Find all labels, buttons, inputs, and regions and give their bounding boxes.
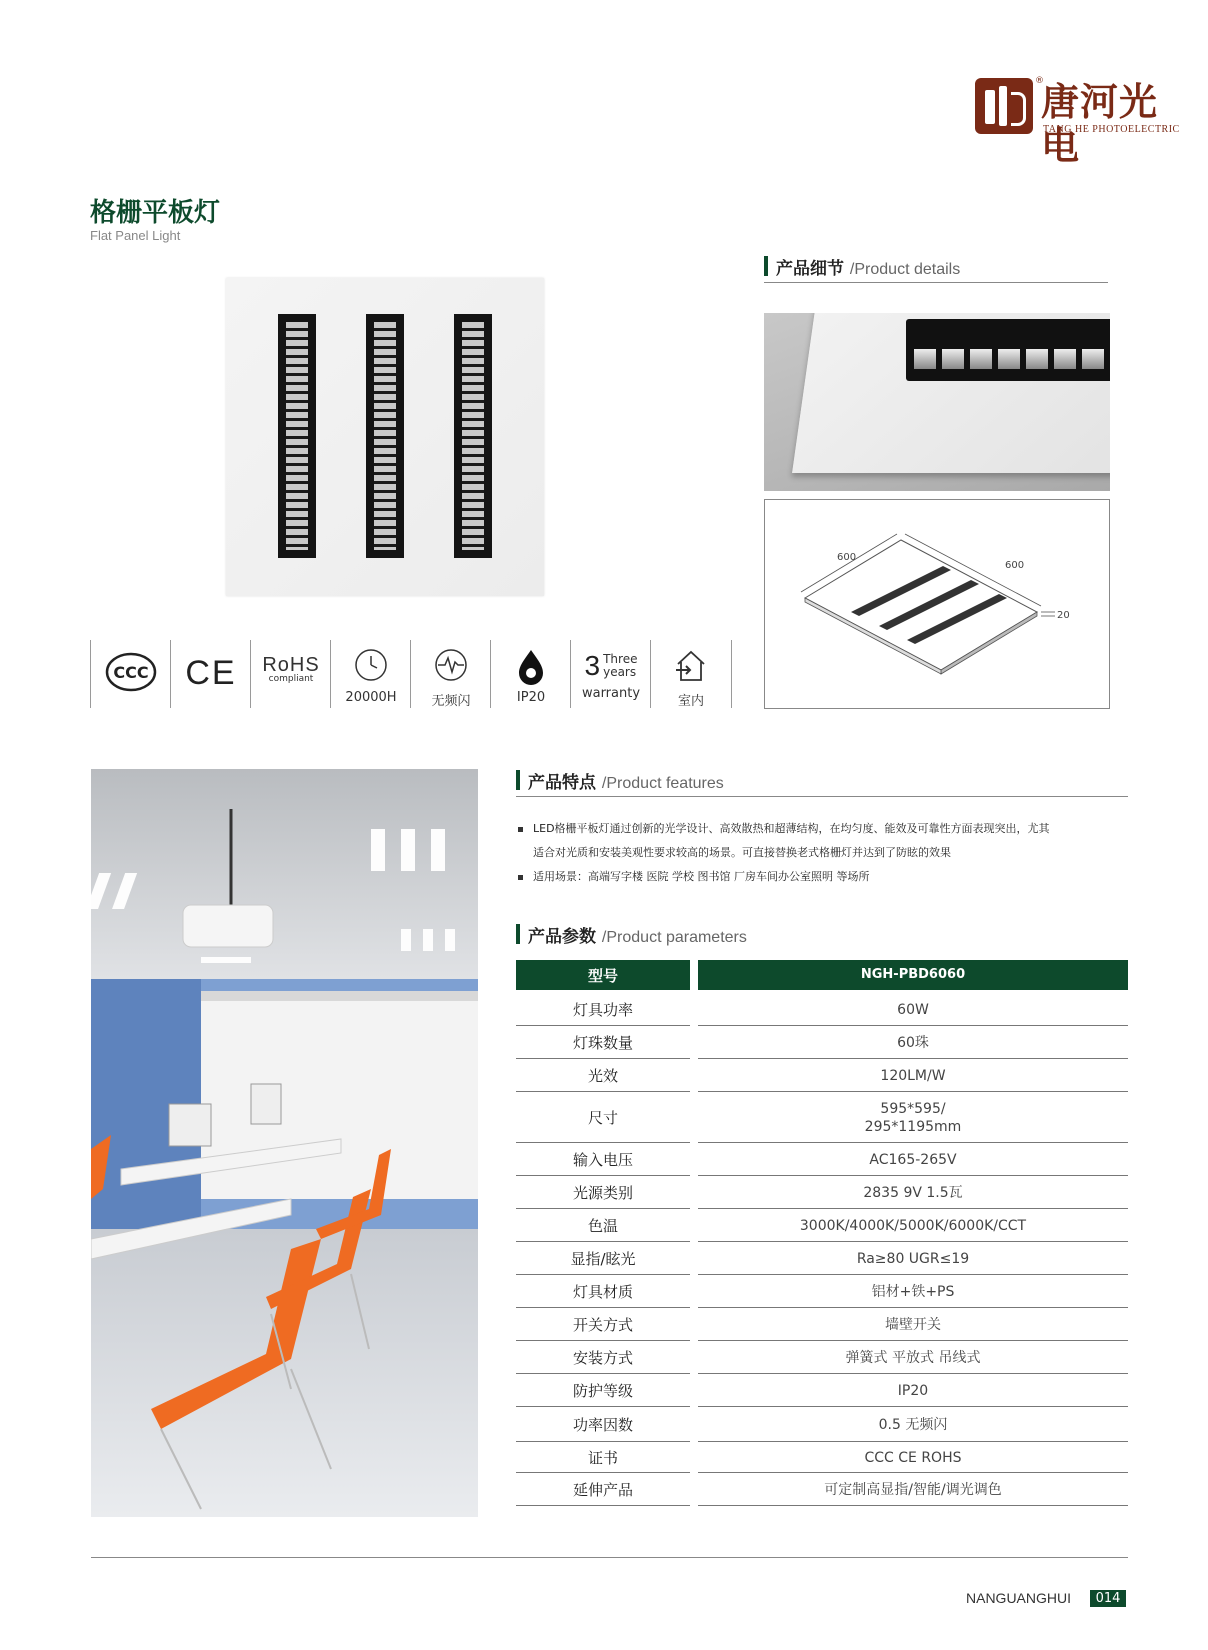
table-row: 灯具材质 铝材+铁+PS	[516, 1276, 1128, 1308]
feature-item: LED格栅平板灯通过创新的光学设计、高效散热和超薄结构，在均匀度、能效及可靠性方面表现突出，尤其	[518, 818, 1050, 840]
water-drop-icon	[514, 648, 548, 686]
cert-lifetime: 20000H	[330, 640, 411, 708]
cert-rohs	[250, 640, 331, 708]
table-header-row: 型号 NGH-PBD6060	[516, 960, 1128, 990]
dim-width: 600	[837, 552, 857, 563]
table-row: 证书 CCC CE ROHS	[516, 1443, 1128, 1473]
page-subtitle: Flat Panel Light	[90, 228, 181, 243]
table-row: 输入电压 AC165-265V	[516, 1144, 1128, 1176]
section-params-header: 产品参数 /Product parameters	[516, 924, 1128, 950]
brand-logo	[975, 76, 1195, 168]
page-title: 格栅平板灯	[90, 198, 221, 228]
cert-indoor: 室内	[650, 640, 732, 708]
table-row: 光源类别 2835 9V 1.5瓦	[516, 1177, 1128, 1209]
page-number: 014	[1090, 1590, 1126, 1607]
brand-name-cn: 唐河光电	[1041, 79, 1159, 168]
product-image	[226, 278, 544, 596]
table-row: 延伸产品 可定制高显指/智能/调光调色	[516, 1474, 1128, 1506]
cert-warranty: 3 Three years warranty	[570, 640, 651, 708]
dim-depth: 600	[1005, 560, 1025, 571]
cert-ccc	[90, 640, 171, 708]
detail-photo	[764, 313, 1110, 491]
table-row: 功率因数 0.5 无频闪	[516, 1408, 1128, 1442]
table-row: 尺寸 595*595/ 295*1195mm	[516, 1093, 1128, 1143]
clock-icon	[354, 648, 388, 682]
table-row: 显指/眩光 Ra≥80 UGR≤19	[516, 1243, 1128, 1275]
led-strip	[454, 314, 492, 558]
table-row: 防护等级 IP20	[516, 1375, 1128, 1407]
footer-brand: NANGUANGHUI	[966, 1590, 1072, 1606]
cert-ip20: IP20	[490, 640, 571, 708]
ccc-icon	[105, 652, 157, 692]
warranty-icon: 3 Three years	[584, 650, 638, 681]
application-photo	[91, 769, 478, 1517]
dim-height: 20	[1057, 610, 1070, 621]
certification-bar	[90, 640, 730, 708]
indoor-icon	[672, 648, 710, 684]
rohs-icon: RoHS compliant	[262, 654, 320, 684]
logo-registered: ®	[1035, 76, 1044, 86]
svg-text:CCC: CCC	[113, 663, 149, 682]
footer-divider	[91, 1557, 1128, 1558]
section-details-header: 产品细节 /Product details	[764, 256, 1108, 283]
section-features-header: 产品特点 /Product features	[516, 770, 1128, 797]
table-row: 灯具功率 60W	[516, 994, 1128, 1026]
logo-mark-icon	[975, 78, 1033, 134]
cert-ce	[170, 640, 251, 708]
ce-icon: CE	[185, 654, 237, 692]
table-row: 开关方式 墙壁开关	[516, 1309, 1128, 1341]
table-row: 色温 3000K/4000K/5000K/6000K/CCT	[516, 1210, 1128, 1242]
led-strip	[278, 314, 316, 558]
table-row: 安装方式 弹簧式 平放式 吊线式	[516, 1342, 1128, 1374]
brand-name-en: TANG HE PHOTOELECTRIC	[1043, 124, 1180, 135]
feature-item: 适用场景：高端写字楼 医院 学校 图书馆 厂房车间办公室照明 等场所	[518, 866, 869, 888]
led-strip	[366, 314, 404, 558]
feature-item-continued: 适合对光质和安装美观性要求较高的场景。可直接替换老式格栅灯并达到了防眩的效果	[533, 846, 951, 859]
cert-no-flicker: 无频闪	[410, 640, 491, 708]
no-flicker-icon	[434, 648, 468, 682]
dimension-diagram	[764, 499, 1110, 709]
table-row: 灯珠数量 60珠	[516, 1027, 1128, 1059]
table-row: 光效 120LM/W	[516, 1060, 1128, 1092]
